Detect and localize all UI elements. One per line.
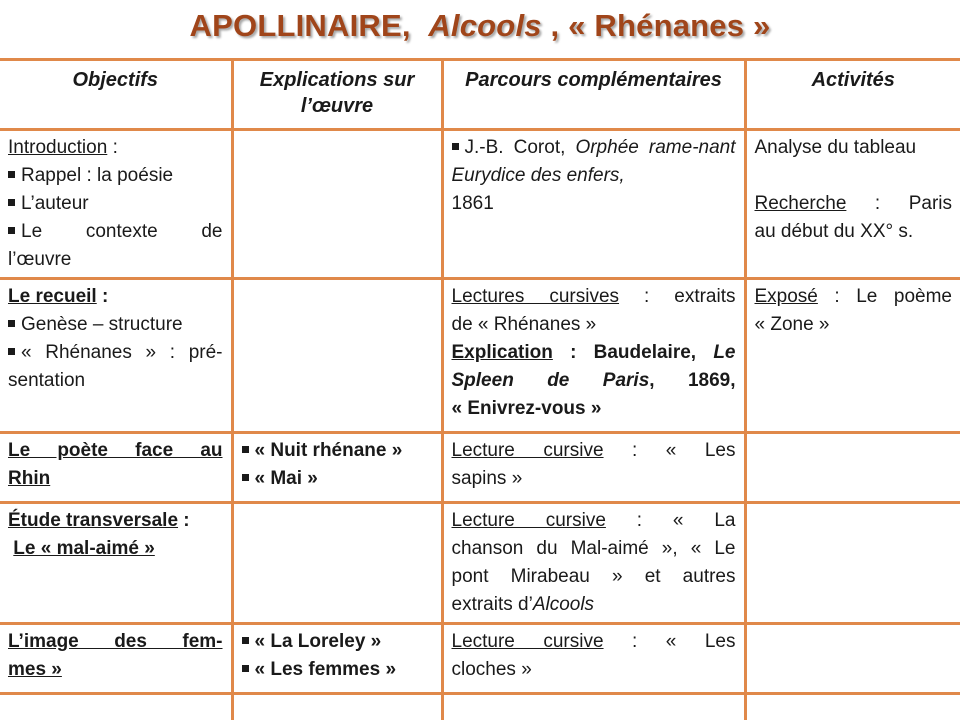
cell-objectifs: L’image des fem- mes » (0, 624, 232, 694)
sequence-table (0, 58, 960, 720)
list-item: Genèse – structure (8, 311, 223, 339)
row-title: Étude transversale (8, 510, 179, 531)
row-title: Le poète face au (8, 440, 223, 461)
header-activites: Activités (745, 60, 960, 130)
cell-objectifs: Le recueil : Genèse – structure « Rhénanes » : pré- sentation (0, 279, 232, 433)
bullet-icon (8, 171, 15, 178)
cell-activites: Analyse du tableau Recherche : Paris au début du XX° s. (745, 130, 960, 279)
cell-parcours: Lecture cursive : « Les sapins » (442, 433, 745, 503)
list-item: L’auteur (8, 190, 223, 218)
cell-explications (232, 433, 442, 503)
title-section: , « Rhénanes » (550, 8, 771, 43)
cell-explications (232, 130, 442, 279)
cell-objectifs (0, 694, 232, 720)
cell-explications (232, 503, 442, 624)
row-title: Introduction (8, 137, 108, 158)
header-row (0, 60, 960, 130)
cell-parcours: J.-B. Corot, Orphée rame-nant Eurydice des enfers, 1861 (442, 130, 745, 279)
list-item: « Mai » (242, 465, 433, 493)
list-item: Le contexte de (8, 218, 223, 246)
table-row (0, 130, 960, 279)
cell-parcours: Lectures cursives : extraits de « Rhénanes » Explication : Baudelaire, Le Spleen de Paris, 1869, « Enivrez-vous » (442, 279, 745, 433)
table-row (0, 503, 960, 624)
list-item: « Les femmes » (242, 656, 433, 684)
cell-activites (745, 624, 960, 694)
bullet-icon (8, 199, 15, 206)
list-item: « La Loreley » (242, 628, 433, 656)
bullet-icon (242, 446, 249, 453)
table-row (0, 694, 960, 720)
bullet-icon (8, 227, 15, 234)
bullet-icon (452, 143, 459, 150)
cell-objectifs: Introduction : Rappel : la poésie L’auteur Le contexte de l’œuvre (0, 130, 232, 279)
header-explications: Explications sur l’œuvre (232, 60, 442, 130)
header-parcours: Parcours complémentaires (442, 60, 745, 130)
cell-parcours: Lecture cursive : « La chanson du Mal-aimé », « Le pont Mirabeau » et autres extraits d’Alcools (442, 503, 745, 624)
row-title: Le recueil (8, 286, 97, 307)
list-item: « Rhénanes » : pré- (8, 339, 223, 367)
cell-objectifs: Étude transversale : Le « mal-aimé » (0, 503, 232, 624)
row-title: L’image des fem- (8, 631, 223, 652)
bullet-icon (242, 474, 249, 481)
title-author: APOLLINAIRE, (189, 8, 411, 43)
header-objectifs: Objectifs (0, 60, 232, 130)
bullet-icon (8, 320, 15, 327)
cell-explications (232, 624, 442, 694)
cell-objectifs: Le poète face au Rhin (0, 433, 232, 503)
cell-explications (232, 279, 442, 433)
cell-explications (232, 694, 442, 720)
bullet-icon (242, 665, 249, 672)
cell-activites: Exposé : Le poème « Zone » (745, 279, 960, 433)
table-row (0, 624, 960, 694)
cell-activites (745, 694, 960, 720)
cell-parcours (442, 694, 745, 720)
page-title (0, 8, 960, 44)
cell-activites (745, 503, 960, 624)
list-item: Rappel : la poésie (8, 162, 223, 190)
bullet-icon (8, 348, 15, 355)
list-item: « Nuit rhénane » (242, 437, 433, 465)
cell-parcours: Lecture cursive : « Les cloches » (442, 624, 745, 694)
bullet-icon (242, 637, 249, 644)
cell-activites (745, 433, 960, 503)
table-row (0, 279, 960, 433)
title-work: Alcools (428, 8, 542, 43)
table-row (0, 433, 960, 503)
